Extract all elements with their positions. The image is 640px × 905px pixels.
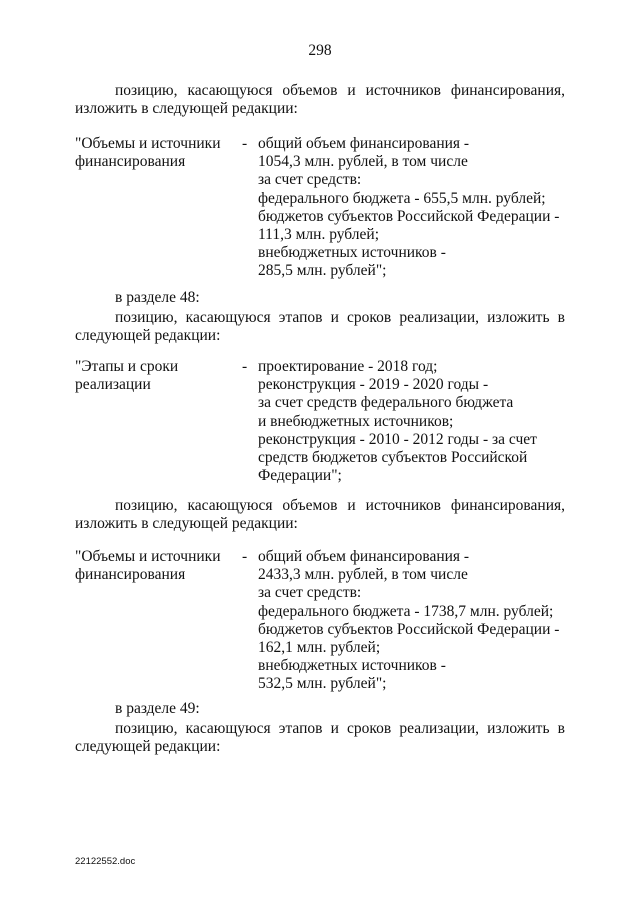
value-line: 532,5 млн. рублей";: [258, 675, 387, 693]
value-line: общий объем финансирования -: [258, 135, 470, 152]
section-heading-48: [75, 289, 565, 307]
intro-line: позицию, касающуюся объемов и источников финансирования,: [115, 82, 565, 99]
value-line: за счет средств:: [258, 171, 362, 189]
value-line: 162,1 млн. рублей;: [258, 639, 381, 657]
value-line: средств бюджетов субъектов Российской: [258, 449, 528, 467]
intro-paragraph-2: [75, 309, 565, 345]
value-line: 1054,3 млн. рублей, в том числе: [258, 153, 468, 171]
value-line: Федерации";: [258, 467, 342, 485]
intro-line: позицию, касающуюся этапов и сроков реализации, изложить в: [115, 309, 565, 326]
label-line: финансирования: [75, 153, 186, 171]
value-line: 2433,3 млн. рублей, в том числе: [258, 566, 468, 584]
intro-line: позицию, касающуюся объемов и источников финансирования,: [115, 497, 565, 514]
page-number: 298: [308, 42, 332, 59]
block-value: [258, 135, 578, 281]
value-line: 285,5 млн. рублей";: [258, 262, 387, 280]
value-line: федерального бюджета - 1738,7 млн. рублей;: [258, 602, 554, 620]
section-heading: в разделе 49:: [115, 700, 200, 717]
block-label: [75, 548, 235, 584]
value-line: и внебюджетных источников;: [258, 412, 454, 430]
document-filename: 22122552.doc: [75, 856, 136, 867]
value-line: внебюджетных источников -: [258, 657, 446, 675]
label-line: "Объемы и источники: [75, 548, 221, 565]
value-line: бюджетов субъектов Российской Федерации -: [258, 620, 560, 638]
label-line: финансирования: [75, 566, 186, 584]
intro-line: следующей редакции:: [75, 738, 221, 755]
value-line: за счет средств федерального бюджета: [258, 394, 514, 412]
block-dash: -: [242, 135, 248, 152]
block-dash: -: [242, 358, 248, 375]
intro-line: позицию, касающуюся этапов и сроков реализации, изложить в: [115, 720, 565, 737]
section-heading: в разделе 48:: [115, 289, 200, 306]
value-line: общий объем финансирования -: [258, 548, 470, 565]
block-value: [258, 548, 578, 694]
value-line: федерального бюджета - 655,5 млн. рублей;: [258, 189, 546, 207]
intro-line: следующей редакции:: [75, 327, 221, 344]
block-dash: -: [242, 548, 248, 565]
intro-paragraph-3: [75, 497, 565, 533]
intro-paragraph-4: [75, 720, 565, 756]
value-line: бюджетов субъектов Российской Федерации -: [258, 207, 560, 225]
intro-paragraph-1: [75, 82, 565, 118]
block-value: [258, 358, 578, 485]
value-line: реконструкция - 2010 - 2012 годы - за счет: [258, 430, 537, 448]
label-line: реализации: [75, 376, 151, 394]
label-line: "Объемы и источники: [75, 135, 221, 152]
value-line: 111,3 млн. рублей;: [258, 226, 379, 244]
intro-line: изложить в следующей редакции:: [75, 515, 298, 532]
block-label: [75, 358, 235, 394]
section-heading-49: [75, 700, 565, 718]
value-line: реконструкция - 2019 - 2020 годы -: [258, 376, 489, 394]
intro-line: изложить в следующей редакции:: [75, 100, 298, 117]
label-line: "Этапы и сроки: [75, 358, 179, 375]
block-label: [75, 135, 235, 171]
value-line: проектирование - 2018 год;: [258, 358, 438, 375]
value-line: за счет средств:: [258, 584, 362, 602]
value-line: внебюджетных источников -: [258, 244, 446, 262]
